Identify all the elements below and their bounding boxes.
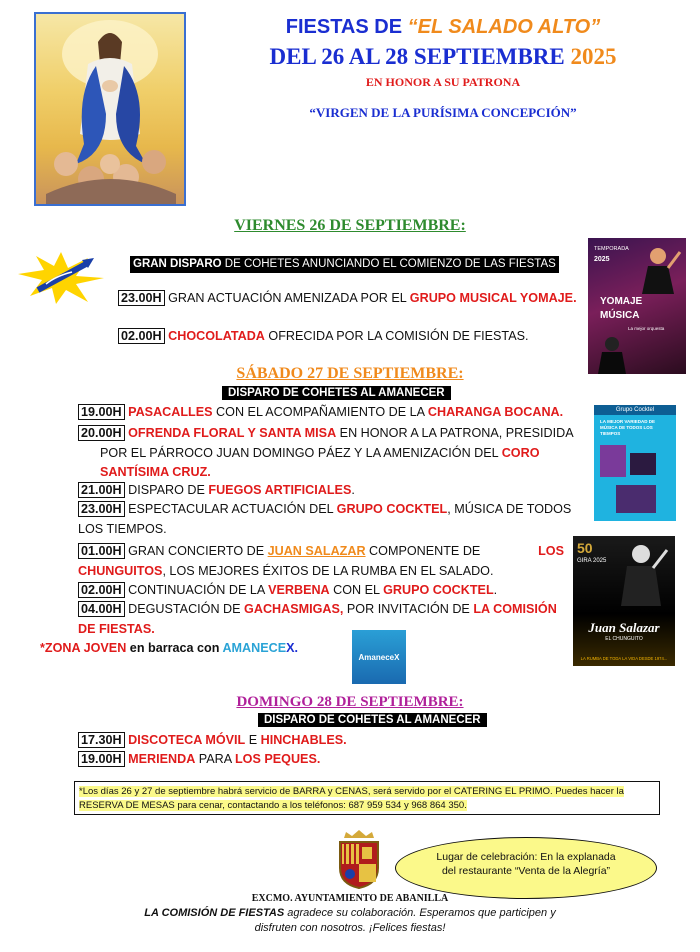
rocket-icon xyxy=(16,250,106,311)
event-text: PARA xyxy=(195,752,235,766)
header-patron: “VIRGEN DE LA PURÍSIMA CONCEPCIÓN” xyxy=(309,105,577,120)
event-highlight: MERIENDA xyxy=(128,752,196,766)
event-text: GRAN CONCIERTO DE xyxy=(124,544,268,558)
header-title xyxy=(186,16,700,39)
amanecex-logo xyxy=(352,630,406,684)
event-highlight-3: SANTÍSIMA CRUZ. xyxy=(100,465,211,479)
event-highlight: PASACALLES xyxy=(128,405,213,419)
title-name: “EL SALADO ALTO” xyxy=(407,16,601,38)
header-dates xyxy=(186,44,700,70)
event-highlight-2: CHARANGA BOCANA. xyxy=(427,405,564,419)
event-text: DEGUSTACIÓN DE xyxy=(124,602,245,616)
yomaje-poster xyxy=(588,238,686,374)
event-time: 19.00H xyxy=(78,751,125,767)
poster-year: 2025 xyxy=(594,256,610,263)
event-text: EN HONOR A LA PATRONA, PRESIDIDA xyxy=(336,426,574,440)
event-highlight-2: LOS PEQUES. xyxy=(234,752,321,766)
salazar-poster xyxy=(573,536,675,666)
venue-ellipse xyxy=(395,837,657,899)
poster-desc: LA MEJOR VARIEDAD DE MÚSICA DE TODOS LOS TIEMPOS xyxy=(600,419,656,436)
notice-box xyxy=(74,781,660,815)
notice-text: *Los días 26 y 27 de septiembre habrá servicio de BARRA y CENAS, será servido por el CATERING EL PRIMO. Puedes hacer la RESERVA DE MESAS para cenar, contactando a los teléfonos: 687 959 534 y 968 864 350. xyxy=(79,786,624,811)
event-highlight-2: GRUPO COCKTEL xyxy=(383,583,494,597)
event-highlight: GACHASMIGAS, xyxy=(244,602,344,616)
launch-bold: GRAN DISPARO xyxy=(133,258,222,270)
coat-of-arms xyxy=(334,828,384,895)
event-text: GRAN ACTUACIÓN AMENIZADA POR EL xyxy=(164,291,410,305)
saturday-event-4 xyxy=(78,500,586,539)
saturday-launch xyxy=(222,386,451,401)
event-text-3: , LOS MEJORES ÉXITOS DE LA RUMBA EN EL SALADO. xyxy=(162,563,494,578)
event-text: CON EL ACOMPAÑAMIENTO DE LA xyxy=(212,405,428,419)
event-highlight-2: HINCHABLES. xyxy=(260,733,347,747)
saturday-heading: SÁBADO 27 DE SEPTIEMBRE: xyxy=(236,365,464,382)
event-text: DISPARO DE xyxy=(124,483,209,497)
event-highlight: CHOCOLATADA xyxy=(168,329,265,343)
saturday-event-2 xyxy=(78,424,586,483)
event-text-2: POR INVITACIÓN DE xyxy=(343,602,474,616)
sunday-event-1 xyxy=(78,731,347,751)
event-text-2: POR EL PÁRROCO JUAN DOMINGO PÁEZ Y LA AMENIZACIÓN DEL xyxy=(100,445,502,460)
poster-sub: EL CHUNGUITO xyxy=(605,636,643,642)
thanks-rest: agradece su colaboración. Esperamos que participen y xyxy=(284,907,556,919)
dates-text: DEL 26 AL 28 SEPTIEMBRE xyxy=(269,44,571,69)
event-time: 19.00H xyxy=(78,404,125,420)
event-text-2: , MÚSICA DE TODOS xyxy=(447,502,572,516)
event-highlight: GRUPO COCKTEL xyxy=(336,502,448,516)
event-highlight: DISCOTECA MÓVIL xyxy=(128,733,246,747)
poster-tag: LA RUMBA DE TODA LA VIDA DESDE 1974... xyxy=(580,656,668,661)
poster-anniv: 50 xyxy=(577,540,593,556)
zona-label: *ZONA JOVEN xyxy=(40,641,127,655)
event-text-3: LOS TIEMPOS. xyxy=(78,521,167,536)
thanks-line-2: disfruten con nosotros. ¡Felices fiestas! xyxy=(254,922,446,934)
cocktel-poster xyxy=(594,405,676,521)
event-highlight: LOS xyxy=(538,544,564,558)
poster-name: Juan Salazar xyxy=(588,620,660,635)
event-time: 17.30H xyxy=(78,732,125,748)
thanks-line-1 xyxy=(0,907,700,919)
event-highlight-2: CHUNGUITOS xyxy=(78,563,163,578)
event-time: 01.00H xyxy=(78,543,125,559)
saturday-event-7 xyxy=(78,600,564,639)
poster-tour: GIRA 2025 xyxy=(577,558,607,564)
zona-text: en barraca con xyxy=(126,641,223,655)
saturday-event-6: 02.00H CONTINUACIÓN DE LA VERBENA CON EL GRUPO COCKTEL. xyxy=(78,581,497,601)
poster-sub: La mejor orquesta xyxy=(628,326,665,331)
event-time: 02.00H xyxy=(118,328,165,344)
friday-event-2 xyxy=(118,327,529,347)
event-time: 04.00H xyxy=(78,601,125,617)
event-highlight: OFRENDA FLORAL Y SANTA MISA xyxy=(128,426,337,440)
header-honor: EN HONOR A SU PATRONA xyxy=(365,75,521,89)
event-highlight: GRUPO MUSICAL YOMAJE. xyxy=(409,291,577,305)
launch-rest: DE COHETES ANUNCIANDO EL COMIENZO DE LAS FIESTAS xyxy=(221,258,556,270)
zona-brand: AMANECE xyxy=(222,641,287,655)
saturday-event-1 xyxy=(78,403,586,423)
logo-text: AmaneceX xyxy=(358,652,400,662)
event-time: 23.00H xyxy=(118,290,165,306)
zona-brand-x: X. xyxy=(286,641,299,655)
poster-title: Grupo Cocktel xyxy=(594,405,676,415)
friday-heading: VIERNES 26 DE SEPTIEMBRE: xyxy=(234,217,466,234)
artist-name: JUAN SALAZAR xyxy=(267,544,366,558)
poster-name2: MÚSICA xyxy=(600,310,640,321)
event-time: 21.00H xyxy=(78,482,125,498)
event-time: 23.00H xyxy=(78,501,125,517)
event-time: 20.00H xyxy=(78,425,125,441)
event-highlight: FUEGOS ARTIFICIALES xyxy=(208,483,352,497)
event-text-2: CON EL xyxy=(329,583,384,597)
event-highlight-2: LA COMISIÓN xyxy=(473,602,557,616)
sunday-event-2 xyxy=(78,750,320,770)
thanks-bold: LA COMISIÓN DE FIESTAS xyxy=(144,907,285,919)
event-text: OFRECIDA POR LA COMISIÓN DE FIESTAS. xyxy=(264,329,529,343)
event-text: ESPECTACULAR ACTUACIÓN DEL xyxy=(124,502,337,516)
event-text: CONTINUACIÓN DE LA xyxy=(124,583,269,597)
sunday-launch xyxy=(258,713,487,728)
friday-event-1 xyxy=(118,289,577,309)
title-prefix: FIESTAS DE xyxy=(285,16,408,38)
poster-photo xyxy=(600,445,626,477)
virgin-image xyxy=(34,12,186,206)
poster-season: TEMPORADA xyxy=(594,246,629,252)
venue-line-2: del restaurante “Venta de la Alegría” xyxy=(441,865,611,877)
poster-photo xyxy=(616,485,656,513)
poster-photo xyxy=(630,453,656,475)
event-text: E xyxy=(245,733,261,747)
launch-label: DISPARO DE COHETES AL AMANECER xyxy=(222,386,451,400)
friday-launch xyxy=(130,256,559,273)
event-time: 02.00H xyxy=(78,582,125,598)
event-highlight-2: CORO xyxy=(501,445,540,460)
event-text-2: COMPONENTE DE xyxy=(365,544,481,558)
poster-name: YOMAJE xyxy=(600,296,643,307)
venue-line-1: Lugar de celebración: En la explanada xyxy=(436,851,616,863)
town-hall: EXCMO. AYUNTAMIENTO DE ABANILLA xyxy=(251,893,449,904)
zona-joven xyxy=(40,641,298,655)
sunday-heading: DOMINGO 28 DE SEPTIEMBRE: xyxy=(236,694,464,710)
dates-year: 2025 xyxy=(570,44,617,69)
saturday-event-3: 21.00H DISPARO DE FUEGOS ARTIFICIALES. xyxy=(78,481,355,501)
launch-label: DISPARO DE COHETES AL AMANECER xyxy=(258,713,487,727)
event-highlight: VERBENA xyxy=(268,583,330,597)
saturday-event-5 xyxy=(78,542,564,581)
event-highlight-3: DE FIESTAS. xyxy=(78,621,155,636)
